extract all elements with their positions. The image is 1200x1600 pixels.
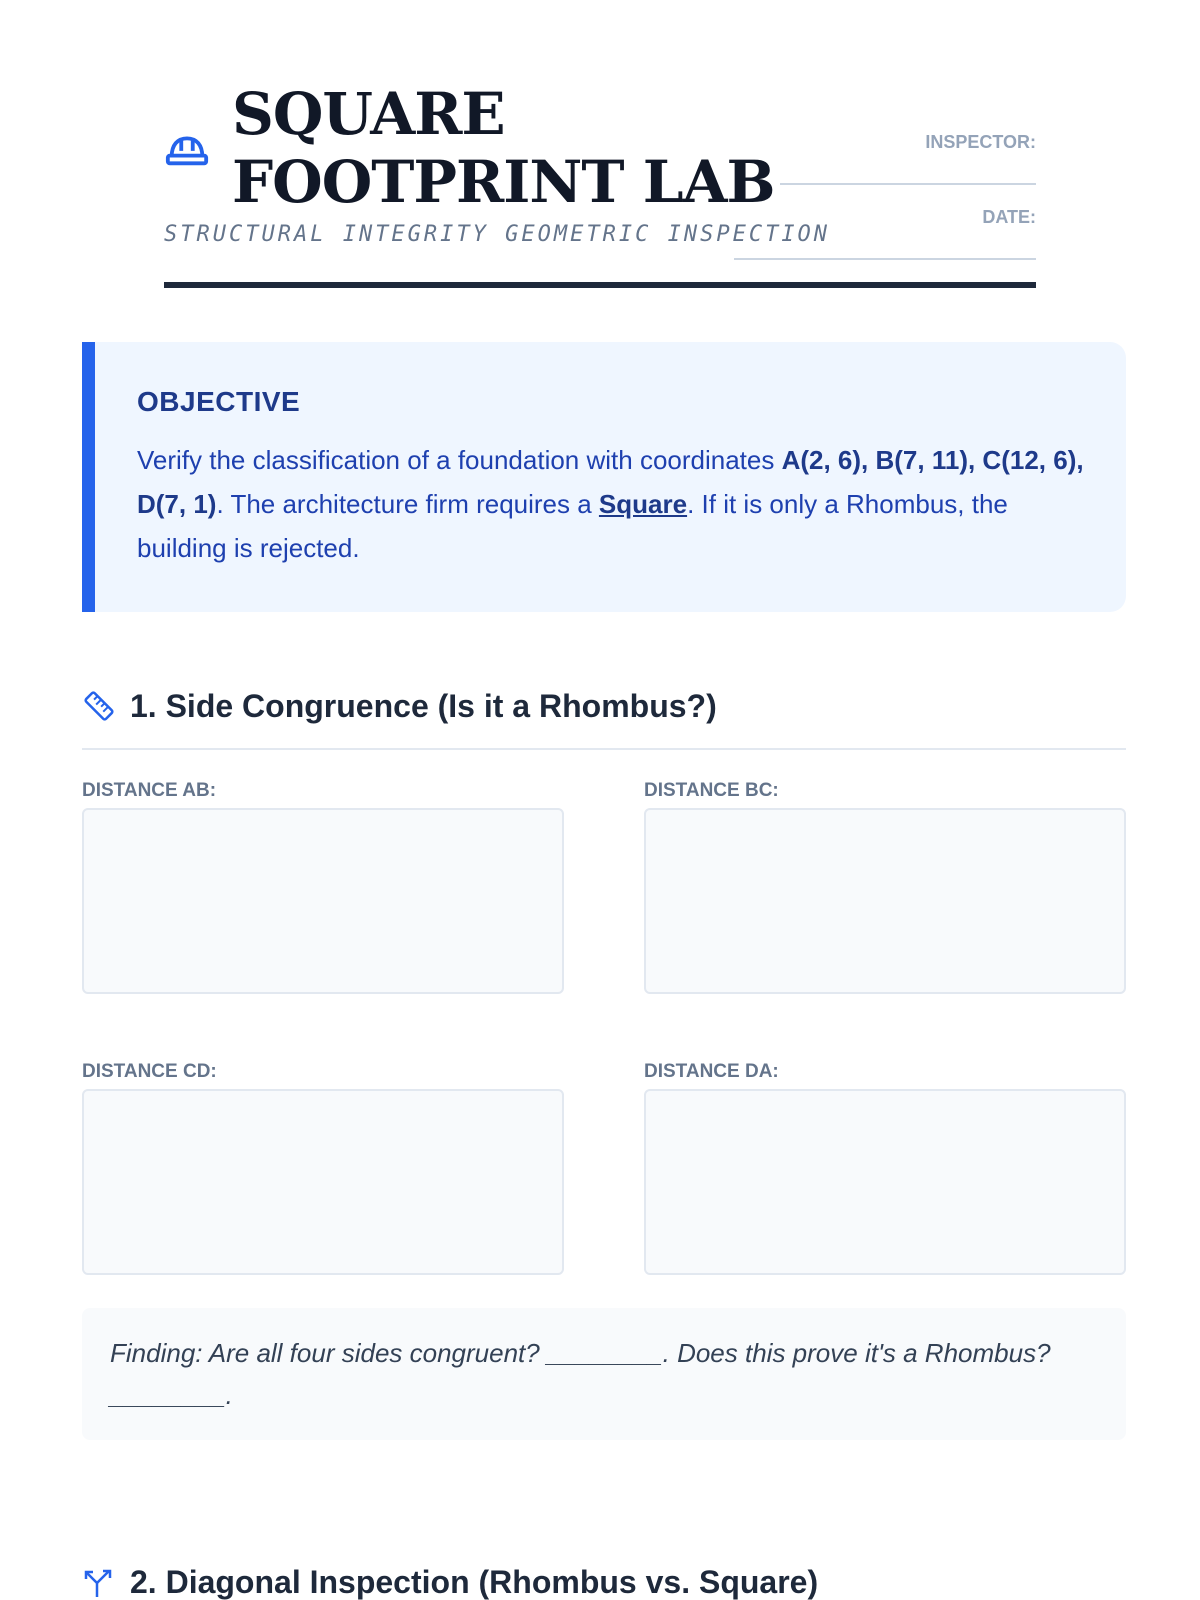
page-subtitle: STRUCTURAL INTEGRITY GEOMETRIC INSPECTION — [164, 222, 831, 247]
distance-ab-label: DISTANCE AB: — [82, 780, 217, 801]
objective-text — [137, 438, 1084, 570]
objective-text-part: . The architecture firm requires a — [216, 489, 599, 519]
section-title: 2. Diagonal Inspection (Rhombus vs. Square) — [130, 1563, 819, 1600]
split-arrows-icon — [82, 1565, 116, 1599]
distance-ab-input[interactable] — [82, 808, 564, 994]
distance-bc-input[interactable] — [644, 808, 1126, 994]
section-diagonal-inspection — [82, 1558, 1126, 1600]
section-heading — [82, 682, 1126, 730]
date-field[interactable] — [734, 228, 1036, 260]
inspector-date-block — [716, 132, 1036, 260]
page-title: SQUARE FOOTPRINT LAB — [232, 80, 775, 216]
objective-emphasis: Square — [598, 489, 688, 519]
objective-title: OBJECTIVE — [137, 386, 301, 417]
date-label: DATE: — [982, 207, 1036, 227]
section-side-congruence — [82, 682, 1126, 750]
distance-cd-label: DISTANCE CD: — [82, 1061, 217, 1082]
distance-bc-label: DISTANCE BC: — [644, 780, 779, 801]
hard-hat-icon — [164, 124, 210, 170]
section-title: 1. Side Congruence (Is it a Rhombus?) — [130, 687, 717, 724]
finding-prompt: Finding: Are all four sides congruent? ________. Does this prove it's a Rhombus? ________. — [82, 1308, 1126, 1440]
distance-da-input[interactable] — [644, 1089, 1126, 1275]
header-divider — [164, 282, 1036, 288]
distance-da-label: DISTANCE DA: — [644, 1061, 779, 1082]
inspector-field[interactable] — [780, 153, 1036, 185]
section-divider — [82, 748, 1126, 750]
section-heading — [82, 1558, 1126, 1600]
distance-cd-input[interactable] — [82, 1089, 564, 1275]
objective-text-part: Verify the classification of a foundation with coordinates — [137, 445, 782, 475]
objective-text-part: . If it is only a Rhombus, the building is rejected. — [137, 489, 1008, 563]
ruler-icon — [82, 689, 116, 723]
objective-coordinates: A(2, 6), B(7, 11), C(12, 6), D(7, 1) — [137, 445, 1084, 519]
inspector-label: INSPECTOR: — [925, 132, 1036, 152]
objective-callout — [82, 342, 1126, 612]
header — [82, 0, 1118, 288]
